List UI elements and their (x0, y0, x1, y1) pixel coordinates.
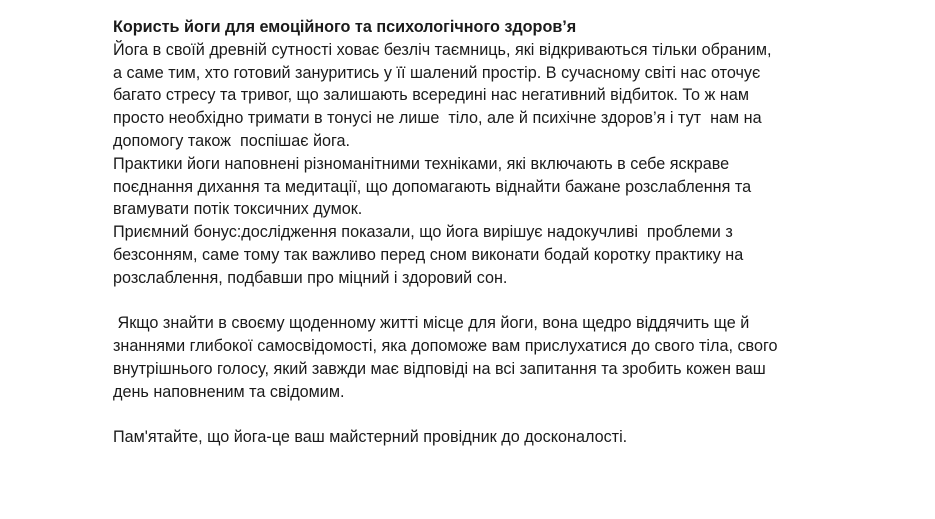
paragraph-line: день наповненим та свідомим. (113, 382, 345, 401)
paragraph-closing (113, 426, 913, 449)
paragraph-line: розслаблення, подбавши про міцний і здоровий сон. (113, 268, 508, 287)
paragraph-line: Йога в своїй древній сутності ховає безліч таємниць, які відкриваються тільки обраним, (113, 40, 772, 59)
paragraph-line: Якщо знайти в своєму щоденному житті місце для йоги, вона щедро віддячить ще й (113, 314, 750, 333)
paragraph-line: внутрішнього голосу, який завжди має відповіді на всі запитання та зробить кожен ваш (113, 359, 766, 378)
paragraph-line: знаннями глибокої самосвідомості, яка допоможе вам прислухатися до свого тіла, свого (113, 337, 778, 356)
paragraph-self-awareness (113, 312, 913, 403)
paragraph-bonus (113, 221, 913, 289)
paragraph-line: вгамувати потік токсичних думок. (113, 200, 363, 219)
paragraph-line: багато стресу та тривог, що залишають всередині нас негативний відбиток. То ж нам (113, 86, 749, 105)
paragraph-line: Пам'ятайте, що йога-це ваш майстерний провідник до досконалості. (113, 428, 628, 447)
paragraph-practices (113, 153, 913, 221)
blank-line (113, 404, 913, 427)
paragraph-line: а саме тим, хто готовий зануритись у її шалений простір. В сучасному світі нас оточує (113, 63, 761, 82)
blank-line (113, 290, 913, 313)
paragraph-line: допомогу також поспішає йога. (113, 131, 351, 150)
paragraph-line: Приємний бонус:дослідження показали, що йога вирішує надокучливі проблеми з (113, 223, 733, 242)
paragraph-line: безсонням, саме тому так важливо перед сном виконати бодай коротку практику на (113, 245, 744, 264)
paragraph-intro (113, 39, 913, 153)
document-title: Користь йоги для емоційного та психологічного здоров’я (113, 18, 577, 36)
paragraph-line: Практики йоги наповнені різноманітними техніками, які включають в себе яскраве (113, 154, 730, 173)
document-page (113, 16, 913, 449)
paragraph-line: просто необхідно тримати в тонусі не лише тіло, але й психічне здоров’я і тут нам на (113, 109, 762, 128)
paragraph-line: поєднання дихання та медитації, що допомагають віднайти бажане розслаблення та (113, 177, 752, 196)
